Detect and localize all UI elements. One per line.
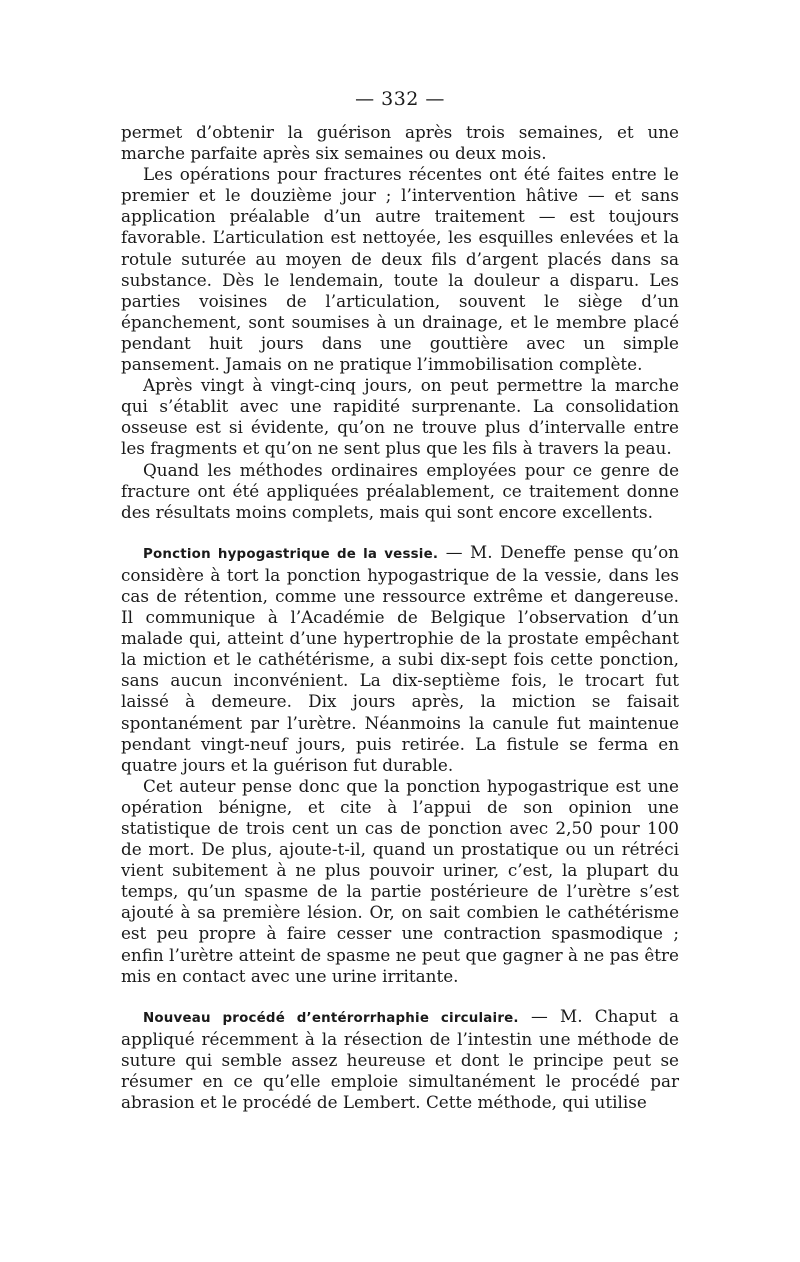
section-heading-enterorrhaphie: Nouveau procédé d’entérorrhaphie circulaire. bbox=[143, 1010, 519, 1026]
section-ponction-paragraph bbox=[121, 542, 679, 776]
section-heading-ponction: Ponction hypogastrique de la vessie. bbox=[143, 546, 439, 562]
paragraph-methodes-ordinaires: Quand les méthodes ordinaires employées pour ce genre de fracture ont été appliquées préalablement, ce traitement donne des résultats moins complets, mais qui sont encore excellents. bbox=[121, 459, 679, 522]
section-enterorrhaphie-paragraph bbox=[121, 1006, 679, 1113]
paragraph-apres-vingt-jours: Après vingt à vingt-cinq jours, on peut permettre la marche qui s’établit avec une rapidité surprenante. La consolidation osseuse est si évidente, qu’on ne trouve plus d’intervalle entre les fragments et qu’on ne sent plus que les fils à travers la peau. bbox=[121, 375, 679, 459]
section-enterorrhaphie-text: — M. Chaput a appliqué récemment à la résection de l’intestin une méthode de suture qui semble assez heureuse et dont le principe peut se résumer en ce qu’elle emploie simultanément le procédé par abrasion et le procédé de Lembert. Cette méthode, qui utilise bbox=[121, 1005, 679, 1113]
continuation-paragraph: permet d’obtenir la guérison après trois semaines, et une marche parfaite après six semaines ou deux mois. bbox=[121, 122, 679, 164]
paragraph-operations: Les opérations pour fractures récentes ont été faites entre le premier et le douzième jour ; l’intervention hâtive — et sans application préalable d’un autre traitement — est toujours favorable. L’articulation est nettoyée, les esquilles enlevées et la rotule suturée au moyen de deux fils d’argent placés dans sa substance. Dès le lendemain, toute la douleur a disparu. Les parties voisines de l’articulation, souvent le siège d’un épanchement, sont soumises à un drainage, et le membre placé pendant huit jours dans une gouttière avec un simple pansement. Jamais on ne pratique l’immobilisation complète. bbox=[121, 164, 679, 375]
book-page bbox=[121, 86, 679, 1113]
section-ponction-text: — M. Deneffe pense qu’on considère à tort la ponction hypogastrique de la vessie, dans les cas de rétention, comme une ressource extrême et dangereuse. Il communique à l’Académie de Belgique l’observation d’un malade qui, atteint d’une hypertrophie de la prostate empêchant la miction et le cathétérisme, a subi dix-sept fois cette ponction, sans aucun inconvénient. La dix-septième fois, le trocart fut laissé à demeure. Dix jours après, la miction se faisait spontanément par l’urètre. Néanmoins la canule fut maintenue pendant vingt-neuf jours, puis retirée. La fistule se ferma en quatre jours et la guérison fut durable. bbox=[121, 541, 679, 775]
page-number: — 332 — bbox=[355, 88, 445, 110]
paragraph-auteur-pense: Cet auteur pense donc que la ponction hypogastrique est une opération bénigne, et cite à l’appui de son opinion une statistique de trois cent un cas de ponction avec 2,50 pour 100 de mort. De plus, ajoute-t-il, quand un prostatique ou un rétréci vient subitement à ne plus pouvoir uriner, c’est, la plupart du temps, qu’un spasme de la partie postérieure de l’urètre s’est ajouté à sa première lésion. Or, on sait combien le cathétérisme est peu propre à faire cesser une contraction spasmodique ; enfin l’urètre atteint de spasme ne peut que gagner à ne pas être mis en contact avec une urine irritante. bbox=[121, 775, 679, 986]
